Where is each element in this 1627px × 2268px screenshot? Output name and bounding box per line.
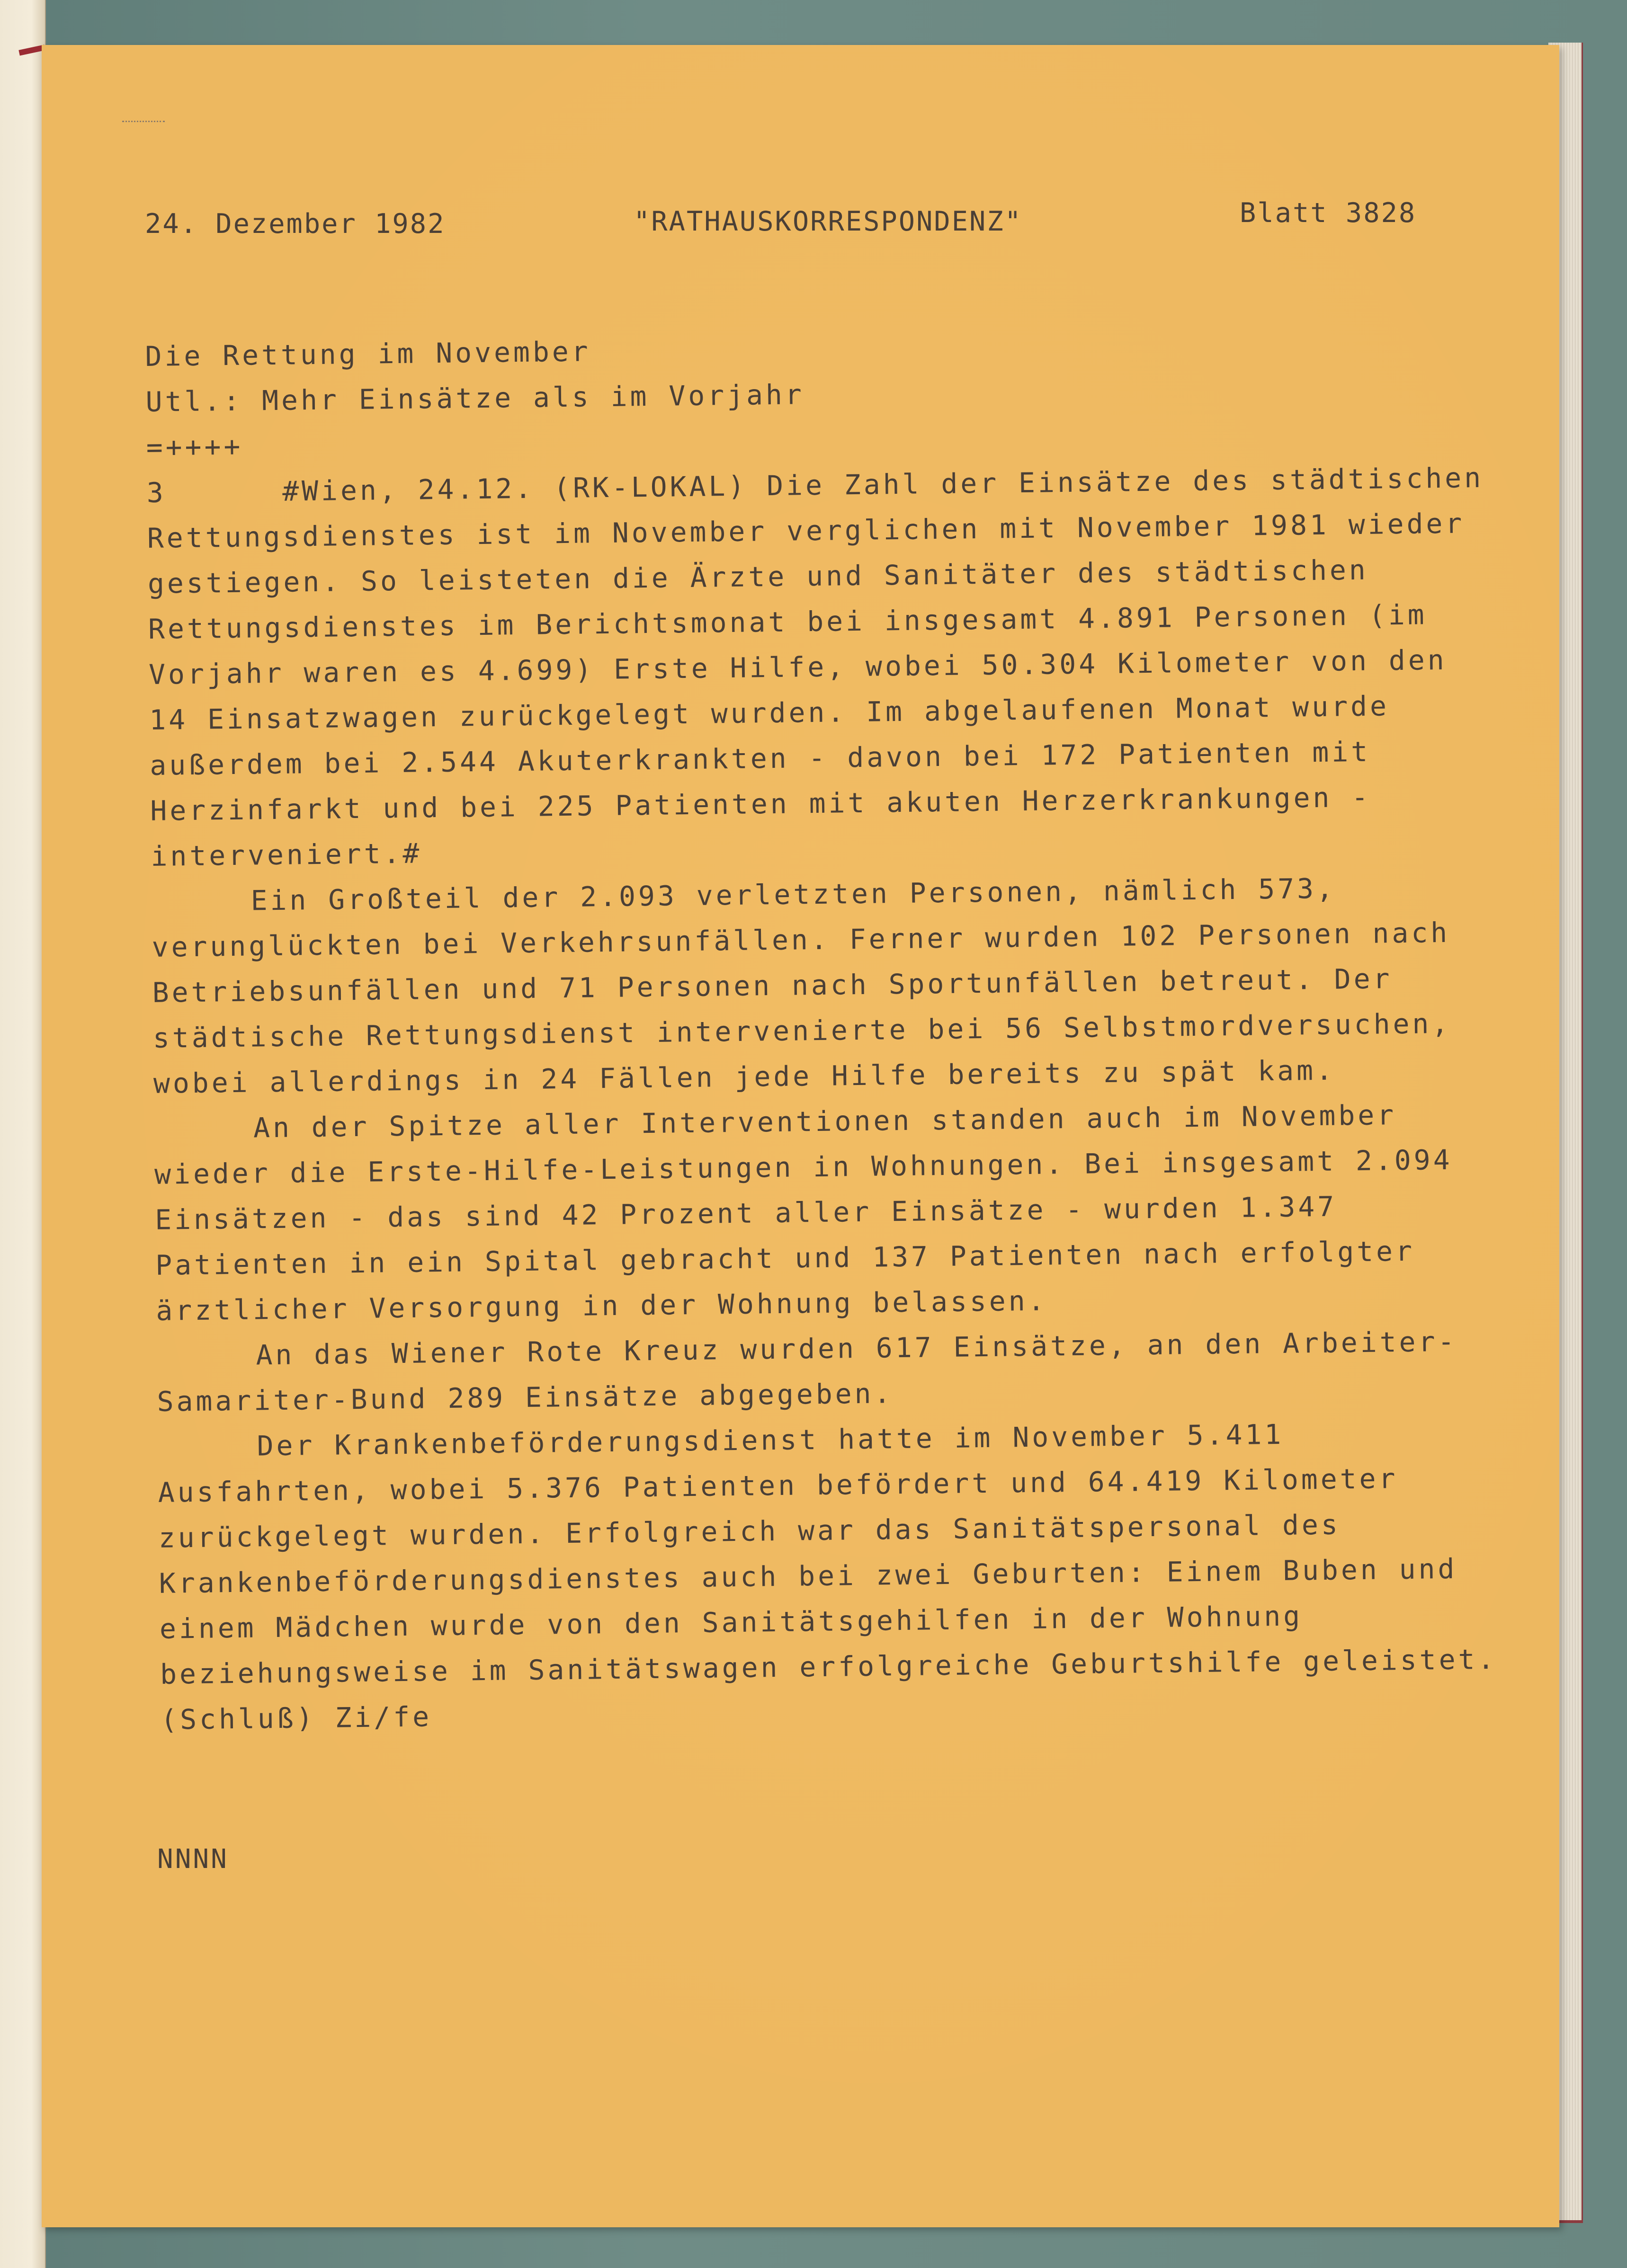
article-line: wobei allerdings in 24 Fällen jede Hilfe bereits zu spät kam. xyxy=(153,1054,1336,1100)
article-body xyxy=(145,319,1498,1743)
header-sheet-number: Blatt 3828 xyxy=(1240,197,1417,229)
article-line: Rettungsdienstes ist im November verglichen mit November 1981 wieder xyxy=(147,507,1465,554)
article-line: Rettungsdienstes im Berichtsmonat bei insgesamt 4.891 Personen (im xyxy=(148,598,1427,645)
article-line: Vorjahr waren es 4.699) Erste Hilfe, wobei 50.304 Kilometer von den xyxy=(148,643,1447,691)
book-binding xyxy=(0,0,46,2268)
article-line: Betriebsunfällen und 71 Personen nach Sportunfällen betreut. Der xyxy=(152,962,1393,1009)
article-line: Krankenbeförderungsdienstes auch bei zwei Geburten: Einem Buben und xyxy=(159,1552,1457,1600)
article-subtitle: Utl.: Mehr Einsätze als im Vorjahr xyxy=(145,378,805,418)
article-line: verunglückten bei Verkehrsunfällen. Ferner wurden 102 Personen nach xyxy=(152,916,1450,963)
article-line: Herzinfarkt und bei 225 Patienten mit akuten Herzerkrankungen - xyxy=(150,781,1371,827)
article-line: wieder die Erste-Hilfe-Leistungen in Wohnungen. Bei insgesamt 2.094 xyxy=(154,1143,1453,1191)
article-line: interveniert.# xyxy=(151,837,422,872)
article-line: Patienten in ein Spital gebracht und 137 Patienten nach erfolgter xyxy=(155,1235,1415,1281)
pencil-mark xyxy=(122,121,165,126)
article-line: An das Wiener Rote Kreuz wurden 617 Einsätze, an den Arbeiter- xyxy=(256,1325,1457,1371)
article-line: An der Spitze aller Interventionen standen auch im November xyxy=(253,1099,1397,1144)
article-line: gestiegen. So leisteten die Ärzte und Sanitäter des städtischen xyxy=(147,553,1369,600)
article-line: 3 #Wien, 24.12. (RK-LOKAL) Die Zahl der Einsätze des städtischen xyxy=(146,461,1484,509)
article-line: Samariter-Bund 289 Einsätze abgegeben. xyxy=(157,1377,894,1418)
article-line: zurückgelegt wurden. Erfolgreich war das Sanitätspersonal des xyxy=(158,1508,1341,1554)
article-line: beziehungsweise im Sanitätswagen erfolgreiche Geburtshilfe geleistet. xyxy=(160,1643,1497,1690)
article-line: Ein Großteil der 2.093 verletzten Personen, nämlich 573, xyxy=(250,872,1336,917)
article-line: 14 Einsatzwagen zurückgelegt wurden. Im abgelaufenen Monat wurde xyxy=(149,690,1390,736)
article-line: städtische Rettungsdienst intervenierte bei 56 Selbstmordversuchen, xyxy=(152,1007,1451,1054)
article-title: Die Rettung im November xyxy=(145,335,591,373)
document-page xyxy=(42,45,1559,2227)
article-separator: =++++ xyxy=(146,430,243,463)
article-line: außerdem bei 2.544 Akuterkrankten - davon bei 172 Patienten mit xyxy=(149,735,1371,782)
header-date: 24. Dezember 1982 xyxy=(145,208,446,240)
article-line: Der Krankenbeförderungsdienst hatte im November 5.411 xyxy=(257,1418,1284,1462)
end-mark: NNNN xyxy=(157,1844,229,1875)
article-line: Ausfahrten, wobei 5.376 Patienten befördert und 64.419 Kilometer xyxy=(158,1462,1398,1509)
article-signoff: (Schluß) Zi/fe xyxy=(160,1700,432,1736)
article-line: ärztlicher Versorgung in der Wohnung belassen. xyxy=(156,1284,1047,1327)
article-line: einem Mädchen wurde von den Sanitätsgehilfen in der Wohnung xyxy=(159,1600,1303,1645)
header-publication: "RATHAUSKORRESPONDENZ" xyxy=(634,206,1022,237)
article-line: Einsätzen - das sind 42 Prozent aller Einsätze - wurden 1.347 xyxy=(154,1190,1337,1236)
